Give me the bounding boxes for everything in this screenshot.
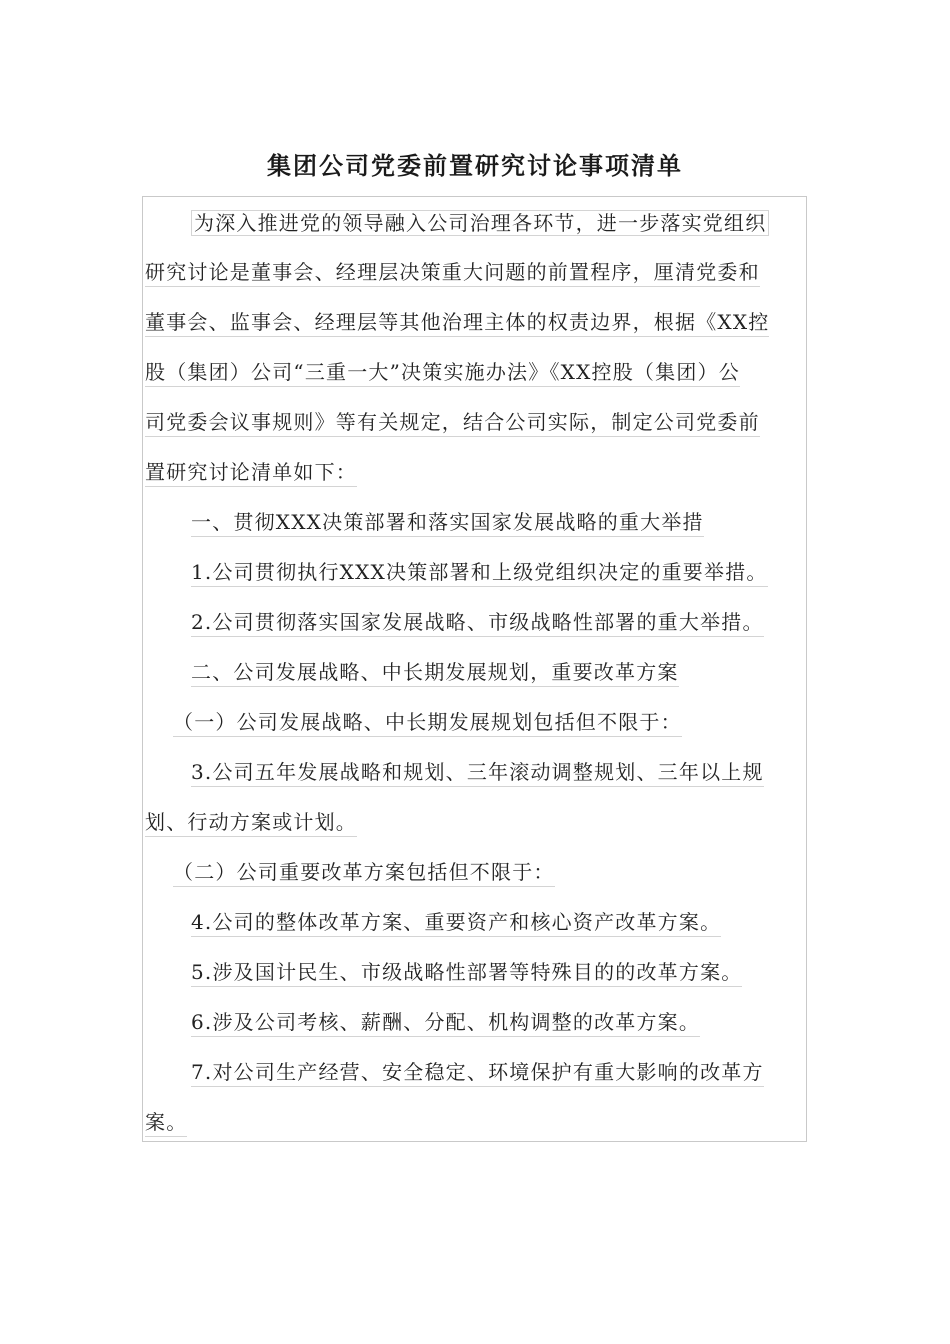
item-text: 7.对公司生产经营、安全稳定、环境保护有重大影响的改革方 bbox=[191, 1060, 764, 1087]
subsection-heading bbox=[145, 848, 797, 898]
heading-text: 二、公司发展战略、中长期发展规划，重要改革方案 bbox=[191, 660, 679, 687]
item-text: 案。 bbox=[145, 1110, 187, 1137]
list-item-continuation bbox=[145, 798, 797, 848]
section-heading bbox=[145, 648, 797, 698]
list-item-continuation bbox=[145, 1098, 797, 1148]
paragraph-line: 司党委会议事规则》等有关规定，结合公司实际，制定公司党委前 bbox=[145, 410, 760, 437]
item-text: 2.公司贯彻落实国家发展战略、市级战略性部署的重大举措。 bbox=[191, 610, 764, 637]
text-line bbox=[145, 198, 797, 248]
subheading-text: （二）公司重要改革方案包括但不限于： bbox=[173, 860, 555, 887]
paragraph-line: 研究讨论是董事会、经理层决策重大问题的前置程序，厘清党委和 bbox=[145, 260, 760, 287]
text-line bbox=[145, 398, 797, 448]
document-body bbox=[145, 198, 797, 1148]
document-title: 集团公司党委前置研究讨论事项清单 bbox=[267, 151, 683, 180]
list-item bbox=[145, 748, 797, 798]
list-item bbox=[145, 598, 797, 648]
item-text: 5.涉及国计民生、市级战略性部署等特殊目的的改革方案。 bbox=[191, 960, 742, 987]
item-text: 6.涉及公司考核、薪酬、分配、机构调整的改革方案。 bbox=[191, 1010, 700, 1037]
heading-text: 一、贯彻XXX决策部署和落实国家发展战略的重大举措 bbox=[191, 510, 704, 537]
list-item bbox=[145, 548, 797, 598]
list-item bbox=[145, 948, 797, 998]
paragraph-line: 置研究讨论清单如下： bbox=[145, 460, 357, 487]
text-line bbox=[145, 448, 797, 498]
subsection-heading bbox=[145, 698, 797, 748]
item-text: 3.公司五年发展战略和规划、三年滚动调整规划、三年以上规 bbox=[191, 760, 764, 787]
subheading-text: （一）公司发展战略、中长期发展规划包括但不限于： bbox=[173, 710, 682, 737]
text-line bbox=[145, 348, 797, 398]
item-text: 1.公司贯彻执行XXX决策部署和上级党组织决定的重要举措。 bbox=[191, 560, 768, 587]
list-item bbox=[145, 898, 797, 948]
text-line bbox=[145, 298, 797, 348]
section-heading bbox=[145, 498, 797, 548]
paragraph-line: 为深入推进党的领导融入公司治理各环节，进一步落实党组织 bbox=[191, 210, 769, 236]
item-text: 划、行动方案或计划。 bbox=[145, 810, 357, 837]
paragraph-line: 董事会、监事会、经理层等其他治理主体的权责边界，根据《XX控 bbox=[145, 310, 769, 337]
paragraph-line: 股（集团）公司“三重一大”决策实施办法》《XX控股（集团）公 bbox=[145, 360, 740, 387]
item-text: 4.公司的整体改革方案、重要资产和核心资产改革方案。 bbox=[191, 910, 721, 937]
list-item bbox=[145, 998, 797, 1048]
text-line bbox=[145, 248, 797, 298]
list-item bbox=[145, 1048, 797, 1098]
